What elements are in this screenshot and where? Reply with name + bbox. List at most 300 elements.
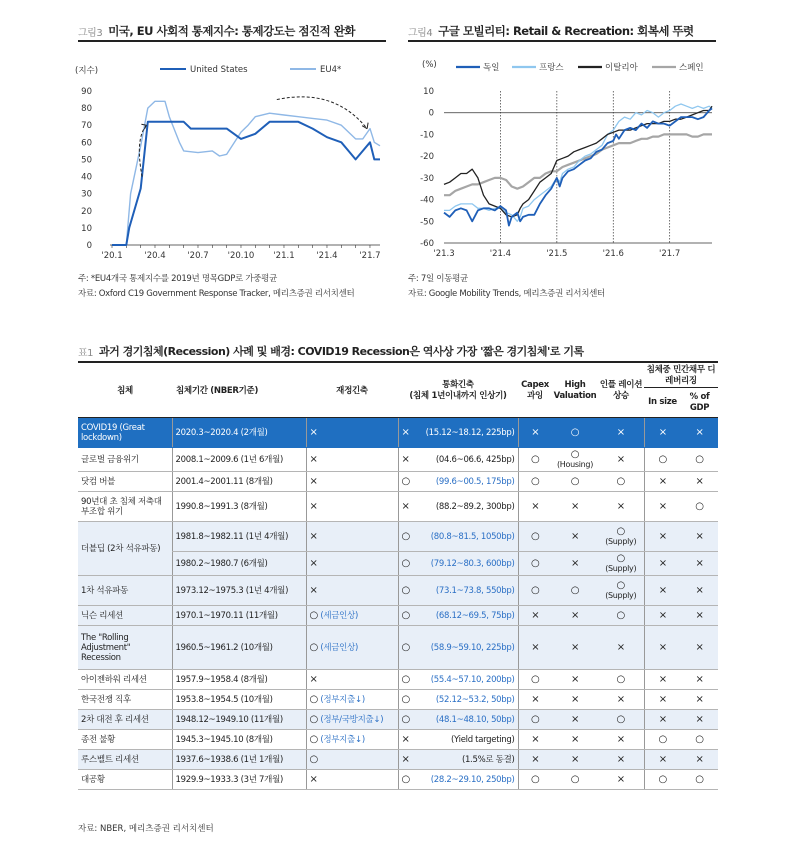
header-monetary-sub: (침체 1년이내까지 인상기) xyxy=(409,391,507,401)
delev-gdp-value: ○ xyxy=(695,453,704,465)
fiscal-note: (세금인상) xyxy=(320,642,359,653)
fiscal-note: (정부지출↓) xyxy=(320,734,365,745)
valuation-mark xyxy=(552,606,598,626)
fiscal-mark: ○ xyxy=(309,753,318,765)
recession-period: 1929.9~1933.3 (3년 7개월) xyxy=(172,770,306,790)
monetary-note: (58.9~59.10, 225bp) xyxy=(430,642,515,653)
y-tick-label: 20 xyxy=(81,206,92,217)
x-tick-label: '21.7 xyxy=(659,249,681,259)
figure3-title xyxy=(78,22,386,42)
valuation-mark-value: × xyxy=(570,500,580,512)
header-monetary-label: 통화긴축 xyxy=(442,380,474,390)
delev-gdp-value: × xyxy=(695,557,704,569)
capex-mark-value: × xyxy=(531,693,540,705)
inflation-mark-value: × xyxy=(616,773,625,785)
monetary-mark: × xyxy=(401,753,410,765)
inflation-mark-value: × xyxy=(616,733,625,745)
inflation-mark xyxy=(598,418,644,448)
recession-period: 1973.12~1975.3 (1년 4개월) xyxy=(172,576,306,606)
fiscal-cell xyxy=(306,770,398,790)
y-tick-label: 40 xyxy=(81,172,92,183)
monetary-cell xyxy=(398,492,518,522)
delev-size-mark xyxy=(644,606,681,626)
delev-gdp-mark xyxy=(681,626,718,670)
capex-mark-value: × xyxy=(531,426,540,438)
capex-mark xyxy=(518,750,552,770)
header-valuation: High Valuation xyxy=(552,365,598,418)
capex-mark xyxy=(518,670,552,690)
inflation-mark-value: × xyxy=(616,753,625,765)
delev-gdp-value: × xyxy=(695,713,704,725)
capex-mark xyxy=(518,472,552,492)
legend-label: 스페인 xyxy=(679,63,704,73)
delev-gdp-mark xyxy=(681,576,718,606)
inflation-mark xyxy=(598,552,644,576)
table-header-row xyxy=(78,365,718,388)
fiscal-mark: ○ xyxy=(309,733,318,745)
y-tick-label: -50 xyxy=(420,217,434,228)
fiscal-mark: × xyxy=(309,453,318,465)
delev-size-value: × xyxy=(658,693,667,705)
recession-name: 1차 석유파동 xyxy=(78,576,172,606)
valuation-mark-value: ○ xyxy=(570,475,580,487)
y-tick-label: -40 xyxy=(420,195,434,206)
capex-mark xyxy=(518,576,552,606)
recession-period: 1970.1~1970.11 (11개월) xyxy=(172,606,306,626)
table-row xyxy=(78,576,718,606)
delev-size-mark xyxy=(644,750,681,770)
figure3-note: 주: *EU4개국 통제지수를 2019년 명목GDP로 가중평균 xyxy=(78,274,277,284)
fiscal-cell xyxy=(306,472,398,492)
recession-name: 종전 불황 xyxy=(78,730,172,750)
fiscal-mark: ○ xyxy=(309,693,318,705)
delev-gdp-value: × xyxy=(695,530,704,542)
delev-size-value: × xyxy=(658,713,667,725)
x-tick-label: '21.1 xyxy=(273,251,295,261)
x-tick-label: '21.3 xyxy=(433,249,455,259)
header-period: 침체기간 (NBER기준) xyxy=(172,365,306,418)
monetary-mark: ○ xyxy=(401,693,410,705)
valuation-sub: (Housing) xyxy=(556,460,594,469)
capex-mark xyxy=(518,492,552,522)
valuation-mark-value: × xyxy=(570,713,580,725)
delev-size-value: ○ xyxy=(658,453,667,465)
fiscal-note: (세금인상) xyxy=(320,610,359,621)
monetary-note: (55.4~57.10, 200bp) xyxy=(430,674,515,685)
capex-mark xyxy=(518,730,552,750)
recession-period: 1990.8~1991.3 (8개월) xyxy=(172,492,306,522)
valuation-mark xyxy=(552,710,598,730)
valuation-mark xyxy=(552,730,598,750)
valuation-mark-value: × xyxy=(570,530,580,542)
monetary-mark: ○ xyxy=(401,773,410,785)
x-tick-label: '20.7 xyxy=(187,251,209,261)
monetary-note: (68.12~69.5, 75bp) xyxy=(435,610,515,621)
monetary-mark: ○ xyxy=(401,557,410,569)
x-tick-label: '20.4 xyxy=(144,251,166,261)
fiscal-mark: × xyxy=(309,673,318,685)
delev-size-mark xyxy=(644,626,681,670)
inflation-mark-value: × xyxy=(616,641,625,653)
inflation-mark-value: × xyxy=(616,693,625,705)
header-pct-gdp: % of GDP xyxy=(681,388,718,418)
figure4-number: 그림4 xyxy=(408,27,433,39)
delev-gdp-value: × xyxy=(695,693,704,705)
table1-number: 표1 xyxy=(78,347,94,359)
x-tick-label: '21.4 xyxy=(316,251,338,261)
valuation-mark xyxy=(552,418,598,448)
recession-period: 2020.3~2020.4 (2개월) xyxy=(172,418,306,448)
series-line-1 xyxy=(444,104,712,221)
legend-label: 독일 xyxy=(483,63,500,73)
y-tick-label: 50 xyxy=(81,155,92,166)
header-in-size: In size xyxy=(644,388,681,418)
monetary-cell xyxy=(398,522,518,552)
monetary-cell xyxy=(398,552,518,576)
fiscal-cell xyxy=(306,448,398,472)
inflation-sub: (Supply) xyxy=(605,591,637,600)
recession-table-body xyxy=(78,418,718,790)
inflation-mark xyxy=(598,626,644,670)
delev-gdp-mark xyxy=(681,730,718,750)
recession-name: COVID19 (Great lockdown) xyxy=(78,418,172,448)
monetary-note: (80.8~81.5, 1050bp) xyxy=(430,531,515,542)
fiscal-cell xyxy=(306,670,398,690)
recession-period: 2001.4~2001.11 (8개월) xyxy=(172,472,306,492)
table-row xyxy=(78,690,718,710)
table-row xyxy=(78,670,718,690)
delev-size-value: × xyxy=(658,753,667,765)
fiscal-mark: × xyxy=(309,426,318,438)
annotation-arrow-right xyxy=(277,97,367,129)
recession-name: 2차 대전 후 리세션 xyxy=(78,710,172,730)
monetary-note: (04.6~06.6, 425bp) xyxy=(435,454,515,465)
y-axis-label: (지수) xyxy=(75,66,99,76)
delev-gdp-value: × xyxy=(695,475,704,487)
recession-name: 대공황 xyxy=(78,770,172,790)
table-row xyxy=(78,730,718,750)
y-tick-label: 80 xyxy=(81,104,92,115)
recession-name: 90년대 초 침체 저축대부조합 위기 xyxy=(78,492,172,522)
delev-size-mark xyxy=(644,730,681,750)
fiscal-cell xyxy=(306,576,398,606)
monetary-cell xyxy=(398,606,518,626)
x-tick-label: '20.10 xyxy=(227,251,255,261)
delev-gdp-mark xyxy=(681,418,718,448)
inflation-mark-value: × xyxy=(616,453,625,465)
capex-mark xyxy=(518,522,552,552)
fiscal-cell xyxy=(306,552,398,576)
delev-gdp-value: ○ xyxy=(695,733,704,745)
monetary-note: (48.1~48.10, 50bp) xyxy=(435,714,515,725)
monetary-note: (73.1~73.8, 550bp) xyxy=(435,585,515,596)
monetary-note: (79.12~80.3, 600bp) xyxy=(430,558,515,569)
inflation-mark xyxy=(598,522,644,552)
recession-name: 글로벌 금융위기 xyxy=(78,448,172,472)
delev-gdp-mark xyxy=(681,770,718,790)
valuation-mark xyxy=(552,492,598,522)
header-name: 침체 xyxy=(78,365,172,418)
delev-size-mark xyxy=(644,472,681,492)
recession-period: 1937.6~1938.6 (1년 1개월) xyxy=(172,750,306,770)
x-tick-label: '21.6 xyxy=(602,249,624,259)
monetary-cell xyxy=(398,448,518,472)
table1-title-text: 과거 경기침체(Recession) 사례 및 배경: COVID19 Recession은 역사상 가장 '짧은 경기침체'로 기록 xyxy=(99,345,584,358)
figure3-title-text: 미국, EU 사회적 통제지수: 통제강도는 점진적 완화 xyxy=(108,24,355,38)
recession-name: 닷컴 버블 xyxy=(78,472,172,492)
monetary-note: (Yield targeting) xyxy=(451,734,515,745)
figure4-source: 자료: Google Mobility Trends, 메리츠증권 리서치센터 xyxy=(408,289,605,299)
series-line-0 xyxy=(112,122,380,245)
recession-period: 1953.8~1954.5 (10개월) xyxy=(172,690,306,710)
delev-gdp-value: ○ xyxy=(695,773,704,785)
recession-period: 1960.5~1961.2 (10개월) xyxy=(172,626,306,670)
recession-name: 아이젠하워 리세션 xyxy=(78,670,172,690)
figure4-title xyxy=(408,22,716,42)
google-mobility-svg xyxy=(400,55,722,265)
table-row xyxy=(78,492,718,522)
y-tick-label: 10 xyxy=(423,87,434,97)
monetary-mark: ○ xyxy=(401,475,410,487)
monetary-mark: × xyxy=(401,733,410,745)
fiscal-mark: × xyxy=(309,773,318,785)
delev-size-mark xyxy=(644,448,681,472)
legend-label: United States xyxy=(190,65,248,75)
monetary-note: (99.6~00.5, 175bp) xyxy=(435,476,515,487)
table1-title xyxy=(78,341,718,363)
figure3-source: 자료: Oxford C19 Government Response Tracker, 메리츠증권 리서치센터 xyxy=(78,289,355,299)
fiscal-mark: ○ xyxy=(309,713,318,725)
inflation-mark-value: × xyxy=(616,500,625,512)
fiscal-cell xyxy=(306,750,398,770)
valuation-mark xyxy=(552,626,598,670)
capex-mark-value: ○ xyxy=(531,453,540,465)
monetary-cell xyxy=(398,418,518,448)
y-tick-label: 70 xyxy=(81,121,92,132)
x-tick-label: '21.7 xyxy=(359,251,381,261)
capex-mark-value: × xyxy=(531,733,540,745)
legend-label: 이탈리아 xyxy=(605,63,638,73)
social-control-index-svg xyxy=(60,55,390,265)
fiscal-mark: × xyxy=(309,557,318,569)
recession-period: 1957.9~1958.4 (8개월) xyxy=(172,670,306,690)
y-tick-label: -30 xyxy=(420,173,434,184)
table-row xyxy=(78,770,718,790)
delev-gdp-mark xyxy=(681,492,718,522)
monetary-note: (1.5%로 동결) xyxy=(461,754,515,765)
fiscal-mark: ○ xyxy=(309,641,318,653)
delev-gdp-mark xyxy=(681,522,718,552)
monetary-cell xyxy=(398,770,518,790)
capex-mark-value: ○ xyxy=(531,673,540,685)
delev-size-value: ○ xyxy=(658,733,667,745)
monetary-mark: × xyxy=(401,426,410,438)
valuation-mark-value: × xyxy=(570,693,580,705)
delev-gdp-value: × xyxy=(695,609,704,621)
capex-mark-value: × xyxy=(531,609,540,621)
table-row xyxy=(78,606,718,626)
capex-mark-value: ○ xyxy=(531,557,540,569)
inflation-mark xyxy=(598,606,644,626)
valuation-mark-value: × xyxy=(570,557,580,569)
capex-mark-value: ○ xyxy=(531,713,540,725)
inflation-mark-value: ○ xyxy=(616,553,625,564)
delev-size-value: × xyxy=(658,500,667,512)
capex-mark xyxy=(518,418,552,448)
table-row xyxy=(78,418,718,448)
delev-size-mark xyxy=(644,418,681,448)
delev-gdp-mark xyxy=(681,606,718,626)
table-row xyxy=(78,626,718,670)
fiscal-note: (정부/국방지출↓) xyxy=(320,714,384,725)
monetary-cell xyxy=(398,576,518,606)
table1-source: 자료: NBER, 메리츠증권 리서치센터 xyxy=(78,824,214,834)
delev-gdp-value: × xyxy=(695,584,704,596)
delev-size-mark xyxy=(644,710,681,730)
recession-name: 루스벨트 리세션 xyxy=(78,750,172,770)
monetary-mark: ○ xyxy=(401,584,410,596)
header-capex: Capex 과잉 xyxy=(518,365,552,418)
recession-period: 2008.1~2009.6 (1년 6개월) xyxy=(172,448,306,472)
valuation-mark xyxy=(552,770,598,790)
fiscal-mark: × xyxy=(309,475,318,487)
monetary-note: (52.12~53.2, 50bp) xyxy=(435,694,515,705)
valuation-mark-value: ○ xyxy=(570,584,580,596)
delev-gdp-value: ○ xyxy=(695,500,704,512)
x-tick-label: '20.1 xyxy=(101,251,123,261)
capex-mark-value: ○ xyxy=(531,475,540,487)
capex-mark xyxy=(518,710,552,730)
inflation-mark-value: ○ xyxy=(616,609,625,621)
delev-gdp-value: × xyxy=(695,673,704,685)
inflation-mark-value: ○ xyxy=(616,526,625,537)
monetary-mark: ○ xyxy=(401,530,410,542)
x-tick-label: '21.4 xyxy=(489,249,512,259)
capex-mark-value: × xyxy=(531,753,540,765)
valuation-mark-value: × xyxy=(570,753,580,765)
delev-gdp-value: × xyxy=(695,753,704,765)
delev-gdp-mark xyxy=(681,670,718,690)
fiscal-mark: ○ xyxy=(309,609,318,621)
figure4-note: 주: 7일 이동평균 xyxy=(408,274,468,284)
fiscal-cell xyxy=(306,418,398,448)
inflation-mark xyxy=(598,472,644,492)
inflation-mark xyxy=(598,750,644,770)
valuation-mark xyxy=(552,472,598,492)
delev-gdp-value: × xyxy=(695,426,704,438)
google-mobility-chart xyxy=(400,55,722,265)
monetary-mark: ○ xyxy=(401,609,410,621)
valuation-mark-value: × xyxy=(570,733,580,745)
capex-mark xyxy=(518,448,552,472)
capex-mark-value: ○ xyxy=(531,773,540,785)
delev-gdp-mark xyxy=(681,750,718,770)
monetary-mark: ○ xyxy=(401,673,410,685)
inflation-mark xyxy=(598,448,644,472)
table-row xyxy=(78,472,718,492)
inflation-mark xyxy=(598,690,644,710)
fiscal-cell xyxy=(306,626,398,670)
y-tick-label: 90 xyxy=(81,87,92,97)
recession-table xyxy=(78,365,718,790)
delev-size-mark xyxy=(644,770,681,790)
fiscal-cell xyxy=(306,492,398,522)
inflation-mark-value: ○ xyxy=(616,475,625,487)
monetary-cell xyxy=(398,690,518,710)
delev-size-value: × xyxy=(658,475,667,487)
inflation-mark xyxy=(598,710,644,730)
capex-mark xyxy=(518,770,552,790)
recession-name: 닉슨 리세션 xyxy=(78,606,172,626)
valuation-mark-value: ○ xyxy=(570,426,580,438)
series-line-0 xyxy=(444,108,712,225)
inflation-mark xyxy=(598,670,644,690)
valuation-mark xyxy=(552,448,598,472)
recession-name: The "Rolling Adjustment" Recession xyxy=(78,626,172,670)
inflation-mark-value: ○ xyxy=(616,580,625,591)
table-row xyxy=(78,448,718,472)
capex-mark-value: × xyxy=(531,641,540,653)
monetary-mark: × xyxy=(401,453,410,465)
table-row xyxy=(78,552,718,576)
series-line-1 xyxy=(112,101,380,245)
fiscal-cell xyxy=(306,690,398,710)
monetary-cell xyxy=(398,750,518,770)
y-axis-label: (%) xyxy=(422,60,437,70)
delev-size-mark xyxy=(644,670,681,690)
fiscal-cell xyxy=(306,710,398,730)
delev-gdp-value: × xyxy=(695,641,704,653)
monetary-note: (15.12~18.12, 225bp) xyxy=(425,427,515,438)
delev-size-value: × xyxy=(658,426,667,438)
figure4-title-text: 구글 모빌리티: Retail & Recreation: 회복세 뚜렷 xyxy=(438,24,694,38)
fiscal-cell xyxy=(306,730,398,750)
fiscal-mark: × xyxy=(309,500,318,512)
delev-gdp-mark xyxy=(681,552,718,576)
delev-size-value: × xyxy=(658,641,667,653)
valuation-mark-value: ○ xyxy=(570,449,580,460)
monetary-note: (28.2~29.10, 250bp) xyxy=(430,774,515,785)
delev-size-mark xyxy=(644,576,681,606)
inflation-sub: (Supply) xyxy=(605,537,637,546)
valuation-mark xyxy=(552,552,598,576)
fiscal-cell xyxy=(306,522,398,552)
inflation-mark xyxy=(598,576,644,606)
monetary-note: (88.2~89.2, 300bp) xyxy=(435,501,515,512)
table-row xyxy=(78,750,718,770)
header-fiscal: 재정긴축 xyxy=(306,365,398,418)
delev-gdp-mark xyxy=(681,690,718,710)
recession-name: 더블딥 (2차 석유파동) xyxy=(78,522,172,576)
header-inflation: 인플 레이션 상승 xyxy=(598,365,644,418)
y-tick-label: 0 xyxy=(86,241,92,251)
monetary-cell xyxy=(398,472,518,492)
y-tick-label: 0 xyxy=(428,108,434,119)
delev-gdp-mark xyxy=(681,472,718,492)
x-tick-label: '21.5 xyxy=(546,249,568,259)
y-tick-label: 30 xyxy=(81,189,92,200)
valuation-mark xyxy=(552,690,598,710)
valuation-mark-value: × xyxy=(570,641,580,653)
inflation-mark-value: × xyxy=(616,426,625,438)
monetary-mark: × xyxy=(401,500,410,512)
recession-name: 한국전쟁 직후 xyxy=(78,690,172,710)
delev-size-value: × xyxy=(658,530,667,542)
valuation-mark-value: × xyxy=(570,673,580,685)
figure3-number: 그림3 xyxy=(78,27,103,39)
legend-label: 프랑스 xyxy=(539,63,564,73)
fiscal-mark: × xyxy=(309,584,318,596)
